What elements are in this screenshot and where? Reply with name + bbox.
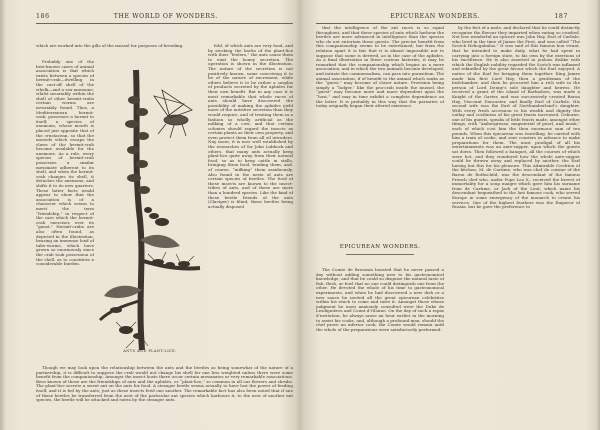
- right-page-number: 187: [554, 12, 568, 20]
- left-text-column: [36, 60, 94, 360]
- illustration-caption: ANTS AND PLANT-LICE.: [123, 349, 177, 353]
- right-second-column: [452, 26, 580, 420]
- engraving-image: [96, 60, 206, 360]
- left-page-number: 186: [36, 12, 50, 20]
- right-col1b-paragraph: The Comte de Broussin boasted that he never passed a day without adding something new to his gastronomical knowledge; and that he could so disguise the natural taste of fish, flesh, or fowl that no one could distinguish one from the other. He devoted the whole of his time to gastronomical experiments, and when he had discovered a new dish or a new sauce he invited all the great epicurean celebrities within his reach to come and taste it. Amongst those whose judgment he most anxiously consulted were the Duke de Lesdiguières and Count d’Olonne. On the day of such a repas d’invitation, he always arose an hour earlier in the morning to assist his cooks, and, although a profound man, should the chef prove an inferior cook, the Comte would remain until the whole of the preparations were satisfactorily performed.: [316, 268, 444, 332]
- ants-plant-lice-illustration: [96, 60, 206, 360]
- right-running-head: [316, 10, 568, 22]
- right-col1-paragraph: that the intelligence of the ant races is so equal throughout, and that these species of ants which harbour the beetles are more advanced in intelligence than the species who do not entertain these guests. The precise benefit from this companionship seems to be entertained; but from the relation apart it is fair that it is almost impossible not to suppose that some is derived, as in the case of the aphides. As a final illustration in these curious histories, it may be remarked that the companionship which begins as a mere association, and in which the two animals become developed, and initiate the commensalism, can pass into parasitism. The animal association, if of benefit to the animal which ranks as the “guest,” may become of closer nature. Provision being simply a “lodger,” like the pea-crab inside the mussel, the “guest” may become more and more dependent upon the “host,” and may in time exhibit a complete dependence on the latter. It is probably in this way that the parasites of today originally began their altered existence.: [316, 26, 444, 109]
- left-head-rule: [36, 23, 293, 24]
- left-bottom-text: [36, 366, 293, 420]
- left-bottom-paragraph: Though we may look upon the relationship between the ants and the beetles as being somewhat of the nature of a partnership, it is difficult to suppose the crab would not change his shell for one less weighted unless there were some benefit from the companionship. Amongst the insect hosts there occur certain messmates or very remarkable associations. Bees known of these are the friendships of ants and the aphides, or “plant-lice,” so common in all our flowers and shrubs. The plant-lice secrete a sweet ant on the ants for food. A stranger beetle seems actually to have lost the power of feeding itself, and it is fed by the ants; just as these insects feed one another. The remarkable fact has also been noted that if one of these beetles be transferred from the nest of the particular ant species which harbours it, to the nest of another ant species, the beetle will be attacked and eaten by the stranger ants.: [36, 366, 293, 403]
- section-rule: [346, 254, 414, 255]
- right-first-column-bottom: [316, 268, 444, 420]
- right-running-title: EPICUREAN WONDERS.: [390, 12, 481, 20]
- left-right-column-paragraph: fold, of which ants are very fond, and by stroking the backs of the plant-lice with their “feelers,” the ants cause them to emit the honey secretion. The operation is shown in the illustration. The nature of the secretion is not positively known, some conceiving it to be of the nature of excrement, while others believe it to be rather a surplus of products secreted by the aphides for their own benefit. But in any case it is most remarkable that whole races of ants should have discovered the possibility of making the aphides yield more of the nutritive secretion than they would require, and of treating them in a fashion so wholly artificial as the milking of a cow; and that certain colonies should regard the insects as certain plants as their own property, and even protect them from all oil intruders. Nay more, it is now well established by the researches of Sir John Lubbock and others, that many ants actually keep plant-lice quite away from their natural food, so as to keep cattle in stalls, bringing them food, tending them, and, of course, “milking” them assiduously. Also found in the nests of ants are certain species of beetles. The food of these insects are known to the insect-tribes of ants, and of these are more than a hundred species. Like the kind of these beetle friends of the ants (Claviger) is blind; these beetles being actually disposed: [208, 44, 293, 209]
- left-running-title: THE WORLD OF WONDERS.: [113, 12, 218, 20]
- right-head-rule: [316, 23, 580, 24]
- right-first-column-top: [316, 26, 444, 242]
- left-top-paragraph: which are worked into the gills of the mussel for purposes of breeding.: [36, 43, 184, 48]
- left-page: [0, 0, 298, 430]
- left-running-head: [36, 10, 282, 22]
- left-column-paragraph: Probably one of the best-known cases of animal association is that which exists between a species of hermit-crab—dwelling in the cast-off shell of the whelk—and a sea-anemone; whilst invariably within the shell of other hermit-crabs certain worms are invariably found. Thus, a Mediterranean hermit-crab, possesses a hermit to itself, a species of anemone, whose mouth is placed just opposite that of the crustacean, so that the morsels which escape the claws of the hermit-crab become available for the anemone. As a rule, every species of hermit-crab possesses a similar messmate adherent to its shell, and when the hermit-crab changes its shell, it detaches the anemone, and shifts it to its new quarters. These latter facts would appear to show that the association is of a character which seems to merit the term “friendship,” in respect of the care which the hermit-crab exercises over its “guest.” Hermit-crabs are also often found, as depicted in the illustration, bearing an immense load of tube-worms, which have grown so enormously since the crab took possession of the shell, as to constitute a considerable burden.: [36, 60, 94, 267]
- right-page: [302, 0, 600, 430]
- section-heading: EPICUREAN WONDERS.: [339, 244, 421, 250]
- left-right-text-column: [208, 44, 293, 364]
- right-col2-paragraph: by the feet of a mole, and declared that he could distinctly recognise the flavour they imparted when eating so crushed. Not less wonderful an epicure was John Hay, Earl of Carlisle, who lived in the time of James the First, and was called “The Scotch Heliogabalus.” It was said of this famous bon vivant, that he intended to make daily, what he had spent in carrying into a foreign state, to his own by the exertions of his excellence. He is also asserted in jealous dislike with which the English nobility regarded the Scotch was inflamed and rekindled by the great favour which the Earl enjoyed. A native of the Earl for bringing them together. King James made him first Lord Hay, then a gentleman of the bedchamber, and then he procured him a rich wife in the person of Lord Denny’s sole daughter and heiress. He received a grant of the island of Barbadoes, was made a Knight of the Garter, and was successively created Baron Hay, Viscount Doncaster, and finally Earl of Carlisle. His second wife was the Earl of Northumberland’s daughter. With every fresh accession to his wealth and dignity the outlay and costliness of his great feasts increased. Osborne, one of his guests, speaks of little feasts made, amongst other things, with “ambergrease, magisterial of pearl, and musk,” each of which cost him the then enormous sum of ten pounds. When this epicurean was travelling, he carried with him a train of cooks, and sent couriers in advance to make preparations for them. The most prodigal of all his entertainments was an ante-supper, upon which the guests sat down. Then followed a banquet, all the courses of which were hot, and they wondered how the whole ante-supper could be thrown away and replaced by another, the Earl having but this for his pleasure. This Admirable Crichton of the kitchen, M. de Cartime, who was chef de cuisine of the Baron de Rothschild, was the descendant of the famous French chef who, under Pope Leo X., received the brevet of immortality for a soup maigre which gave him his surname from de Cartime, or Jack of the Lent; which name his descendant bequeathed to the last famous cook, who served Europe in some emergency of the monarch to create his services. One of the highest feathers was the Emperor of Russia, but he gave the preference to: [452, 26, 580, 210]
